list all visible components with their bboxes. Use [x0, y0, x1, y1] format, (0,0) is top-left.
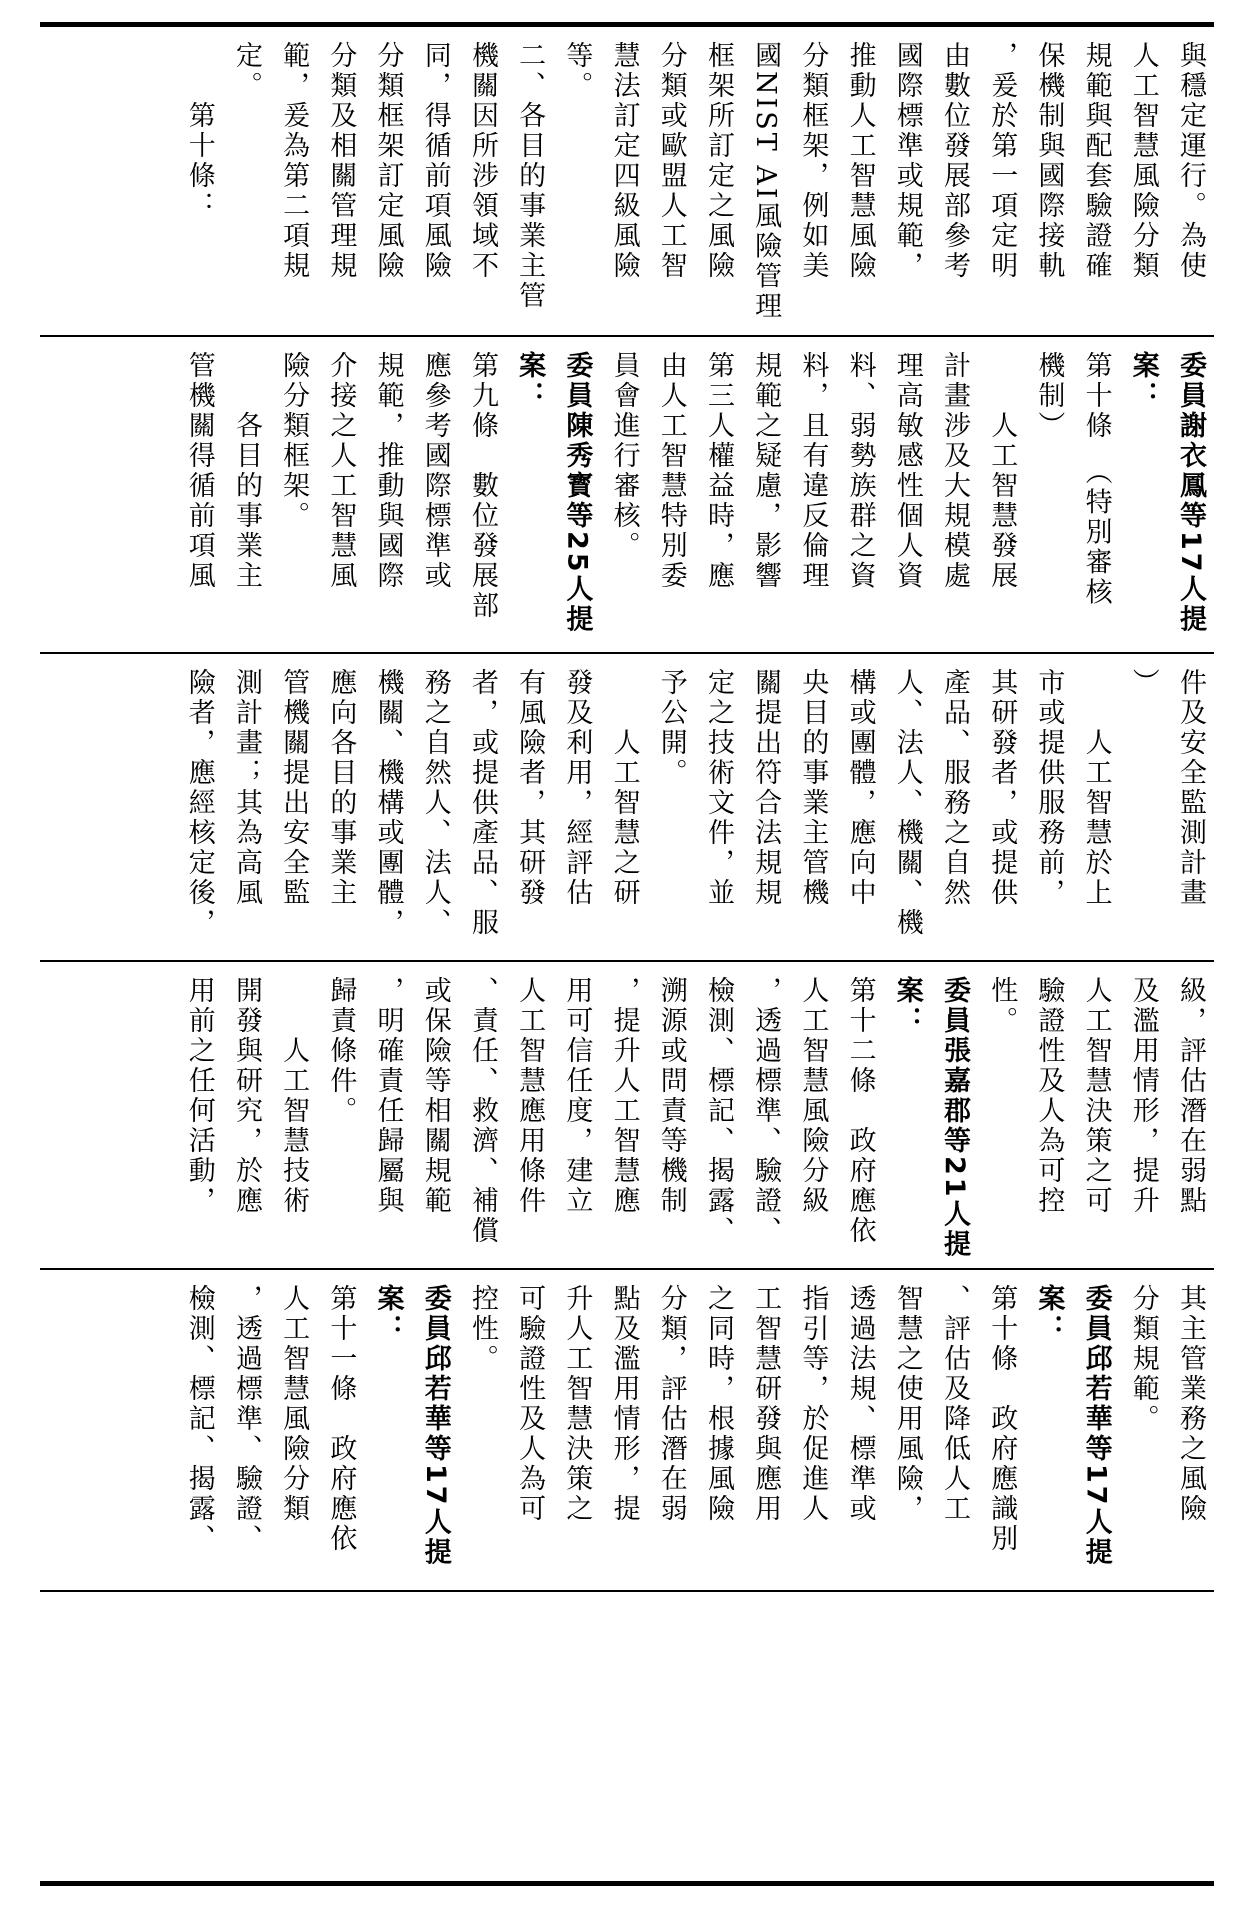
- text-line: 人、法人、機關、機: [891, 668, 923, 938]
- text-line: 由數位發展部參考: [938, 41, 970, 281]
- text-line: 第三人權益時，應: [702, 351, 734, 591]
- text-line: 檢測、標記、揭露、: [702, 976, 734, 1246]
- text-line: 指引等，於促進人: [797, 1284, 829, 1524]
- text-line: 人工智慧風險分類: [278, 1284, 310, 1524]
- text-line: 關提出符合法規規: [750, 668, 782, 908]
- text-line: 之同時，根據風險: [702, 1284, 734, 1524]
- text-line: ，爰於第一項定明: [986, 41, 1018, 281]
- text-line: 歸責條件。: [325, 976, 357, 1126]
- text-line: 予公開。: [655, 668, 687, 788]
- text-line: 第十一條 政府應依: [325, 1284, 357, 1554]
- text-line: 案：: [1033, 1284, 1065, 1344]
- text-line: 升人工智慧決策之: [561, 1284, 593, 1524]
- text-line: 人工智慧技術: [278, 976, 310, 1216]
- text-line: 範，爰為第二項規: [278, 41, 310, 281]
- text-line: 保機制與國際接軌: [1033, 41, 1065, 281]
- text-line: 規範，推動與國際: [372, 351, 404, 591]
- text-line: 智慧之使用風險，: [891, 1284, 923, 1524]
- text-line: 等。: [561, 41, 593, 101]
- text-line: 人工智慧應用條件: [514, 976, 546, 1216]
- text-line: ，透過標準、驗證、: [750, 976, 782, 1246]
- text-line: 人工智慧風險分級: [797, 976, 829, 1216]
- text-line: 介接之人工智慧風: [325, 351, 357, 591]
- text-line: 人工智慧決策之可: [1080, 976, 1112, 1216]
- vertical-text-2: [176, 337, 1214, 652]
- vertical-text-4: [176, 962, 1214, 1268]
- text-line: 可驗證性及人為可: [514, 1284, 546, 1524]
- text-line: 市或提供服務前，: [1033, 668, 1065, 908]
- text-line: 分類框架，例如美: [797, 41, 829, 281]
- vertical-text-5: [176, 1270, 1214, 1590]
- text-line: ，明確責任歸屬與: [372, 976, 404, 1216]
- text-line: 第十二條 政府應依: [844, 976, 876, 1246]
- text-line: 點及濫用情形，提: [608, 1284, 640, 1524]
- text-line: 、責任、救濟、補償: [466, 976, 498, 1246]
- text-line: 分類或歐盟人工智: [655, 41, 687, 281]
- text-line: 由人工智慧特別委: [655, 351, 687, 591]
- text-line: 案：: [1127, 351, 1159, 411]
- text-line: 第十條：: [183, 41, 215, 221]
- text-line: 第十條 （特別審核: [1080, 351, 1112, 608]
- text-line: 溯源或問責等機制: [655, 976, 687, 1216]
- text-line: 檢測、標記、揭露、: [183, 1284, 215, 1554]
- text-block-2: [40, 337, 1214, 652]
- text-line: 料，且有違反倫理: [797, 351, 829, 591]
- text-line: 測計畫；其為高風: [230, 668, 262, 908]
- text-line: ，提升人工智慧應: [608, 976, 640, 1216]
- text-line: 級，評估潛在弱點: [1175, 976, 1206, 1216]
- vertical-text-3: [176, 654, 1214, 960]
- text-line: 分類，評估潛在弱: [655, 1284, 687, 1524]
- text-line: 其主管業務之風險: [1175, 1284, 1206, 1524]
- text-line: 者，或提供產品、服: [466, 668, 498, 938]
- text-line: 各目的事業主: [230, 351, 262, 591]
- text-line: 定。: [230, 41, 262, 101]
- text-line: 案：: [891, 976, 923, 1036]
- text-line: 委員邱若華等17人提: [419, 1284, 451, 1568]
- text-line: 人工智慧於上: [1080, 668, 1112, 908]
- text-line: 慧法訂定四級風險: [608, 41, 640, 281]
- text-line: 管機關提出安全監: [278, 668, 310, 908]
- text-line: 件及安全監測計畫: [1175, 668, 1206, 908]
- text-line: 分類規範。: [1127, 1284, 1159, 1434]
- text-line: 規範之疑慮，影響: [750, 351, 782, 591]
- text-line: 框架所訂定之風險: [702, 41, 734, 281]
- text-line: 險分類框架。: [278, 351, 310, 531]
- blank-area: [40, 1592, 1214, 1872]
- text-line: 案：: [514, 351, 546, 411]
- text-block-5: [40, 1270, 1214, 1590]
- text-line: ，透過標準、驗證、: [230, 1284, 262, 1554]
- text-line: 委員陳秀寳等25人提: [561, 351, 593, 635]
- text-line: 透過法規、標準或: [844, 1284, 876, 1524]
- text-line: 或保險等相關規範: [419, 976, 451, 1216]
- text-line: 央目的事業主管機: [797, 668, 829, 908]
- text-line: 控性。: [466, 1284, 498, 1374]
- text-line: 產品、服務之自然: [938, 668, 970, 908]
- text-line: 理高敏感性個人資: [891, 351, 923, 591]
- text-line: 第九條 數位發展部: [466, 351, 498, 621]
- text-line: 工智慧研發與應用: [750, 1284, 782, 1524]
- text-line: 應參考國際標準或: [419, 351, 451, 591]
- text-line: 應向各目的事業主: [325, 668, 357, 908]
- text-line: 第十條 政府應識別: [986, 1284, 1018, 1554]
- text-line: ）: [1127, 668, 1159, 698]
- text-line: 計畫涉及大規模處: [938, 351, 970, 591]
- text-line: 國際標準或規範，: [891, 41, 923, 281]
- text-line: 有風險者，其研發: [514, 668, 546, 908]
- text-line: 構或團體，應向中: [844, 668, 876, 908]
- text-line: 、評估及降低人工: [938, 1284, 970, 1524]
- text-line: 分類及相關管理規: [325, 41, 357, 281]
- text-line: 驗證性及人為可控: [1033, 976, 1065, 1216]
- text-line: 及濫用情形，提升: [1127, 976, 1159, 1216]
- text-line: 員會進行審核。: [608, 351, 640, 561]
- text-block-3: [40, 654, 1214, 960]
- text-line: 其研發者，或提供: [986, 668, 1018, 908]
- text-line: 國NIST AI風險管理: [750, 41, 782, 322]
- bottom-rule: [40, 1881, 1214, 1886]
- text-line: 委員邱若華等17人提: [1080, 1284, 1112, 1568]
- text-line: 機關、機構或團體，: [372, 668, 404, 938]
- text-line: 用前之任何活動，: [183, 976, 215, 1216]
- text-line: 同，得循前項風險: [419, 41, 451, 281]
- text-line: 人工智慧發展: [986, 351, 1018, 591]
- text-line: 規範與配套驗證確: [1080, 41, 1112, 281]
- text-line: 務之自然人、法人、: [419, 668, 451, 938]
- text-line: 管機關得循前項風: [183, 351, 215, 591]
- text-line: 二、各目的事業主管: [514, 41, 546, 311]
- text-line: 推動人工智慧風險: [844, 41, 876, 281]
- text-line: 人工智慧風險分類: [1127, 41, 1159, 281]
- text-line: 委員張嘉郡等21人提: [938, 976, 970, 1260]
- vertical-text-1: [176, 27, 1214, 335]
- text-block-1: [40, 27, 1214, 335]
- text-block-4: [40, 962, 1214, 1268]
- text-line: 用可信任度，建立: [561, 976, 593, 1216]
- text-line: 案：: [372, 1284, 404, 1344]
- text-line: 分類框架訂定風險: [372, 41, 404, 281]
- text-line: 險者，應經核定後，: [183, 668, 215, 938]
- text-line: 機制）: [1033, 351, 1065, 441]
- text-line: 委員謝衣鳳等17人提: [1175, 351, 1206, 635]
- text-line: 料、弱勢族群之資: [844, 351, 876, 591]
- text-line: 與穩定運行。為使: [1175, 41, 1206, 281]
- text-line: 人工智慧之研: [608, 668, 640, 908]
- text-line: 開發與研究，於應: [230, 976, 262, 1216]
- text-line: 性。: [986, 976, 1018, 1036]
- text-line: 機關因所涉領域不: [466, 41, 498, 281]
- text-line: 定之技術文件，並: [702, 668, 734, 908]
- text-line: 發及利用，經評估: [561, 668, 593, 908]
